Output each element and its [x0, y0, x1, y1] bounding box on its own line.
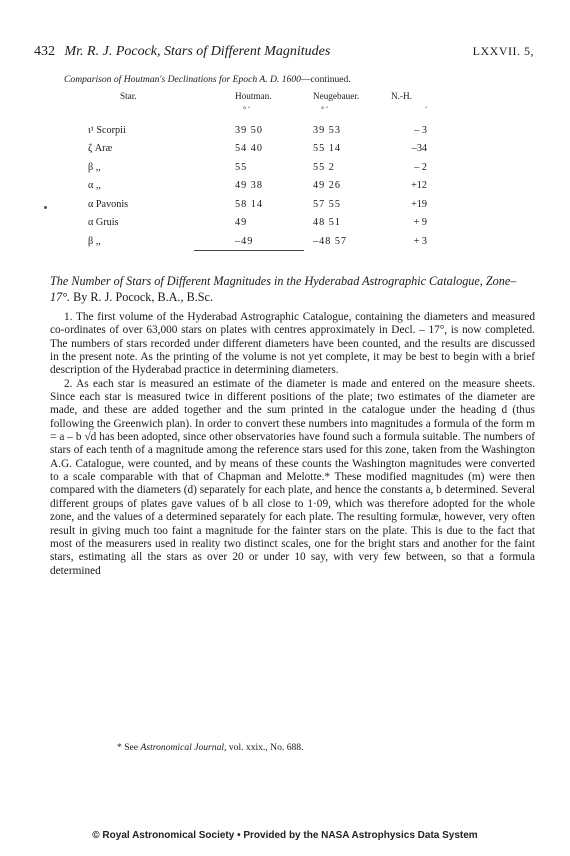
header-houtman: Houtman. — [235, 91, 272, 101]
header-n-h: N.-H. — [391, 91, 412, 101]
degree-marks-neugebauer: ° ′ — [321, 105, 328, 114]
table-caption-continued: —continued. — [300, 74, 351, 85]
copyright-line: © Royal Astronomical Society • Provided by the NASA Astrophysics Data System — [92, 830, 478, 841]
cell-neugebauer: 49 26 — [313, 180, 341, 191]
cell-star: β ,, — [88, 235, 101, 247]
cell-neugebauer: 55 14 — [313, 143, 341, 154]
table-header-row — [88, 91, 441, 106]
cell-houtman: 49 — [235, 217, 248, 228]
cell-n-h: +19 — [411, 198, 427, 210]
cell-n-h: + 9 — [413, 217, 427, 228]
footnote-journal: Astronomical Journal, — [140, 742, 227, 753]
paragraph-1: 1. The first volume of the Hyderabad Astrographic Catalogue, containing the diameters and measured co-ordinates of over 63,000 stars on plates with centres approximately in Decl. – 17°, is now completed. The numbers of stars recorded under different diameters have been counted, and the results are discussed in the present note. As the printing of the volume is not yet complete, it may be best to begin with a brief description of the Hyderabad practice in determining diameters. — [50, 311, 535, 377]
cell-star: ι¹ Scorpii — [88, 124, 126, 136]
table-row — [88, 217, 441, 236]
table-row — [88, 162, 441, 181]
footnote-rest: vol. xxix., No. 688. — [228, 742, 304, 753]
table-row — [88, 199, 441, 218]
header-neugebauer: Neugebauer. — [313, 91, 360, 101]
cell-houtman: –49 — [235, 235, 254, 247]
cell-houtman: 58 14 — [235, 198, 263, 210]
cell-star: β ,, — [88, 161, 101, 173]
print-speck — [44, 206, 47, 209]
declination-table — [88, 91, 441, 254]
cell-n-h: – 2 — [414, 161, 427, 173]
cell-neugebauer: 48 51 — [313, 217, 341, 228]
cell-neugebauer: –48 57 — [313, 235, 348, 247]
cell-houtman: 49 38 — [235, 180, 263, 191]
article-title: The Number of Stars of Different Magnitudes in the Hyderabad Astrographic Catalogue, Zone–17°. — [50, 274, 517, 304]
footnote-prefix: * See — [117, 742, 139, 753]
footnote — [117, 742, 537, 753]
cell-star: α Gruis — [88, 217, 119, 228]
cell-houtman: 55 — [235, 161, 248, 173]
header-star: Star. — [120, 91, 137, 101]
section-divider — [194, 250, 304, 251]
cell-n-h: + 3 — [413, 235, 427, 247]
cell-n-h: – 3 — [414, 124, 427, 136]
table-caption-title: Comparison of Houtman's Declinations for Epoch A. D. 1600 — [64, 74, 301, 85]
paragraph-2: 2. As each star is measured an estimate of the diameter is made and entered on the measure sheets. Since each star is measured twice in different positions of the plate; two estimates of the diameter are made, and these are added together and the sum printed in the catalogue under the heading d (thus following the Greenwich plan). In order to convert these numbers into magnitudes a formula of the form m = a – b √d has been adopted, since other observatories have found such a formula suitable. The numbers of stars of each tenth of a magnitude among the reference stars used for this zone, taken from the Washington A.G. Catalogue, were counted, and by means of these counts the Washington magnitudes were converted to a scale comparable with that of Chapman and Melotte.* These modified magnitudes (m) were then compared with the diameters (d) separately for each plate, and hence the constants a, b determined. Several different groups of plates gave values of b all close to 1·09, which was therefore adopted for the whole zone, and the values of a determined separately for each plate. The resulting formulæ, however, very often result in giving much too faint a magnitude for the fainter stars on the plate. This is due to the fact that most of the measurers used in reality two distinct scales, one for the bright stars and another for the faint stars, estimating all the stars as over 20 or under 10 say, with very few between, so that a formula determined — [50, 377, 535, 577]
cell-n-h: +12 — [411, 180, 427, 191]
cell-star: α ,, — [88, 180, 101, 191]
table-row — [88, 180, 441, 199]
cell-neugebauer: 55 2 — [313, 161, 335, 173]
cell-star: α Pavonis — [88, 198, 129, 210]
table-row — [88, 125, 441, 144]
page-number: 432 — [34, 44, 55, 59]
cell-neugebauer: 57 55 — [313, 198, 341, 210]
cell-houtman: 54 40 — [235, 143, 263, 154]
running-head — [34, 44, 534, 60]
volume-label: LXXVII. 5, — [472, 44, 534, 58]
degree-marks-houtman: ° ′ — [243, 105, 250, 114]
cell-star: ζ Aræ — [88, 143, 113, 154]
article-body — [50, 311, 535, 578]
cell-houtman: 39 50 — [235, 124, 263, 136]
cell-neugebauer: 39 53 — [313, 124, 341, 136]
degree-marks-nh: ′ — [425, 105, 427, 114]
running-title: Mr. R. J. Pocock, Stars of Different Magnitudes — [64, 44, 331, 59]
table-row — [88, 143, 441, 162]
degree-marks-row — [88, 106, 441, 125]
article-author: By R. J. Pocock, B.A., B.Sc. — [73, 289, 213, 304]
table-row — [88, 236, 441, 255]
article-heading — [50, 274, 535, 305]
table-caption — [64, 74, 534, 85]
cell-n-h: –34 — [411, 143, 427, 154]
